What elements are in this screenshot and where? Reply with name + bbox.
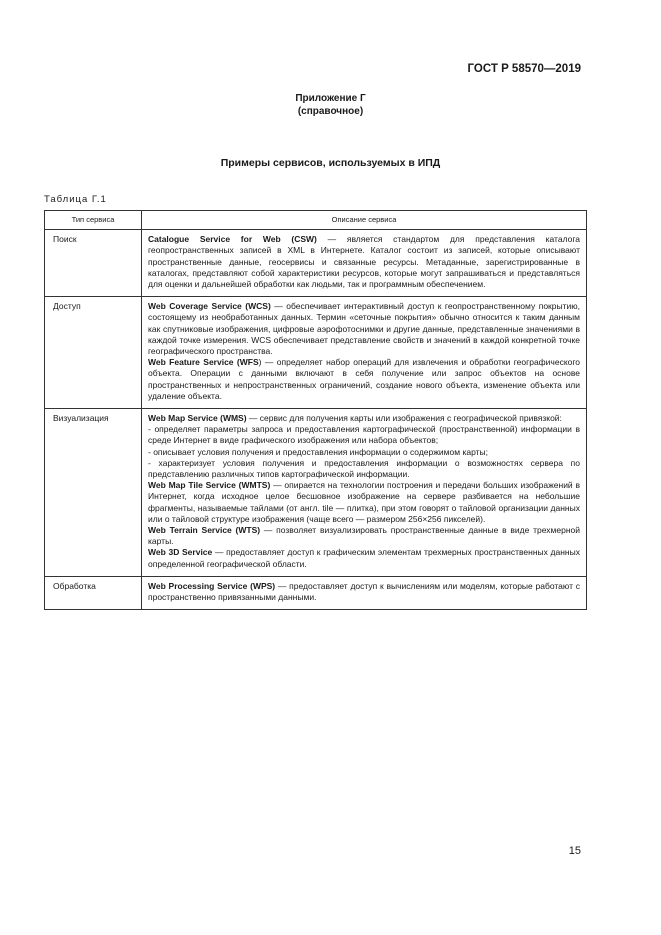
- service-name: Web Processing Service (WPS): [148, 580, 276, 591]
- column-header-type: Тип сервиса: [45, 211, 142, 230]
- description-paragraph: [148, 547, 580, 569]
- table-row: [45, 230, 587, 297]
- service-name: Web Terrain Service (WTS): [148, 525, 261, 536]
- service-name: Web Map Service (WMS): [148, 413, 247, 424]
- table-row: [45, 576, 587, 609]
- description-paragraph: [148, 480, 580, 525]
- service-description-text: - характеризует условия получения и предоставления информации о возможностях сервера по представлению различных типов картографической информации.: [148, 457, 580, 480]
- appendix-title: Приложение Г: [295, 93, 366, 104]
- service-description-text: — предоставляет доступ к вычислениям или моделям, которые работают с пространственно привязанными данными.: [148, 580, 580, 603]
- description-paragraph: [148, 525, 580, 547]
- service-name: Web Coverage Service (WCS): [148, 301, 271, 312]
- appendix-heading: [0, 92, 661, 118]
- service-description-text: — обеспечивает интерактивный доступ к геопространственному покрытию, состоящему из необработанных данных. Термин «сеточные покрытия» обычно относится к таким данным как спутниковые изображения, цифровые аэрофотоснимки и другие данные, представленные значениями в каждой точке измерения. WCS обеспечивает представление свойств и значений в каждой конкретной точке географического пространства.: [148, 301, 580, 357]
- description-paragraph: [148, 458, 580, 480]
- standard-designation: ГОСТ Р 58570—2019: [467, 63, 581, 75]
- table-row: [45, 297, 587, 409]
- table-header-row: [45, 211, 587, 230]
- service-name: Web 3D Service: [148, 547, 213, 558]
- section-title: Примеры сервисов, используемых в ИПД: [220, 157, 441, 169]
- service-description-text: ) — определяет набор операций для извлечения и обработки географического объекта. Операции с данными включают в себя получение или запрос объектов на основе пространственных и непространственных ограничений, создание нового объекта, изменение объекта или удаление объекта.: [148, 357, 580, 401]
- service-description-text: - определяет параметры запроса и предоставления картографической (пространственной) информации в среде Интернет в виде графического изображения или набора объектов;: [148, 424, 580, 446]
- service-description-cell: [142, 409, 587, 577]
- service-description-text: — позволяет визуализировать пространственные данные в виде трехмерной карты.: [148, 525, 580, 547]
- service-type-cell: Доступ: [45, 297, 142, 409]
- table-body: [45, 230, 587, 610]
- service-name: Web Feature Service (WFS: [148, 357, 259, 368]
- service-type-cell: Обработка: [45, 576, 142, 609]
- service-name: Catalogue Service for Web (CSW): [148, 234, 317, 245]
- description-paragraph: [148, 234, 580, 290]
- service-description-text: — опирается на технологии построения и передачи больших изображений в Интернет, когда исходное целое бесшовное изображение на сервере разбивается на небольшие фрагменты, называемые тайлами (от англ. tile — плитка), при этом говорят о тайловой организации данных или о тайловой структуре изображения (чаще всего — размером 256×256 пикселей).: [148, 480, 580, 524]
- description-paragraph: [148, 424, 580, 446]
- description-paragraph: [148, 357, 580, 402]
- service-description-text: — сервис для получения карты или изображения с географической привязкой:: [246, 413, 562, 424]
- page-number: 15: [568, 845, 581, 857]
- description-paragraph: [148, 413, 580, 424]
- appendix-subtitle: (справочное): [297, 106, 364, 117]
- column-header-description: Описание сервиса: [142, 211, 587, 230]
- table-caption: Таблица Г.1: [44, 194, 107, 205]
- service-name: Web Map Tile Service (WMTS): [148, 480, 271, 491]
- service-description-text: — является стандартом для представления каталога геопространственных записей в XML в Интернете. Каталог состоит из записей, которые описывают пространственные данные, геосервисы и связанные ресурсы. Метаданные, зарегистрированные в каталогах, представляют собой характеристики ресурсов, которые могут запрашиваться и представляться для оценки и дальнейшей обработки как людьми, так и программным обеспечением.: [148, 234, 581, 290]
- services-table: [44, 210, 587, 610]
- service-type-cell: Поиск: [45, 230, 142, 297]
- table-row: [45, 409, 587, 577]
- service-description-cell: [142, 230, 587, 297]
- service-description-text: — предоставляет доступ к графическим элементам трехмерных пространственных данных определенной географической области.: [148, 547, 580, 569]
- description-paragraph: [148, 301, 580, 357]
- service-description-cell: [142, 297, 587, 409]
- service-description-cell: [142, 576, 587, 609]
- description-paragraph: [148, 447, 580, 458]
- service-type-cell: Визуализация: [45, 409, 142, 577]
- service-description-text: - описывает условия получения и предоставления информации о содержимом карты;: [148, 446, 488, 457]
- description-paragraph: [148, 581, 580, 603]
